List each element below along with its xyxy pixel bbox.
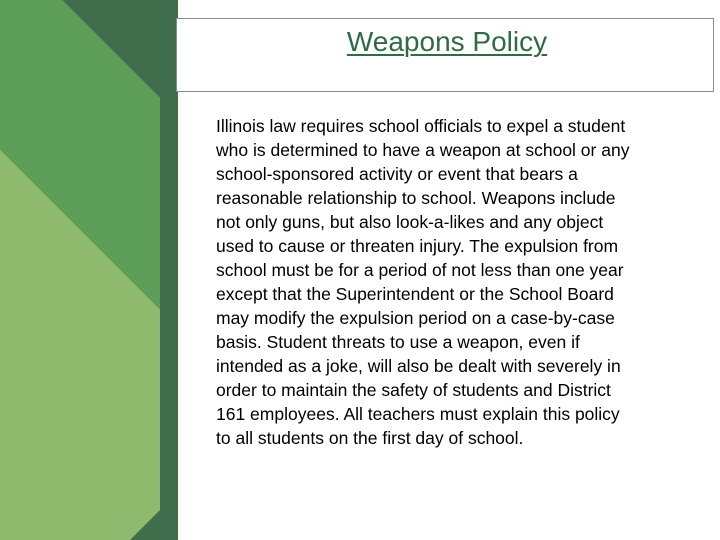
slide-title: Weapons Policy: [346, 26, 548, 57]
policy-body-text: Illinois law requires school officials to expel a student who is determined to have a weapon at school or any school-sponsored activity or event that bears a reasonable relationship to school. Weapons include not only guns, but also look-a-likes and any object used to cause or threaten injury. The expulsion from school must be for a period of not less than one year except that the Superintendent or the School Board may modify the expulsion period on a case-by-case basis. Student threats to use a weapon, even if intended as a joke, will also be dealt with severely in order to maintain the safety of students and District 161 employees. All teachers must explain this policy to all students on the first day of school.: [216, 116, 630, 448]
